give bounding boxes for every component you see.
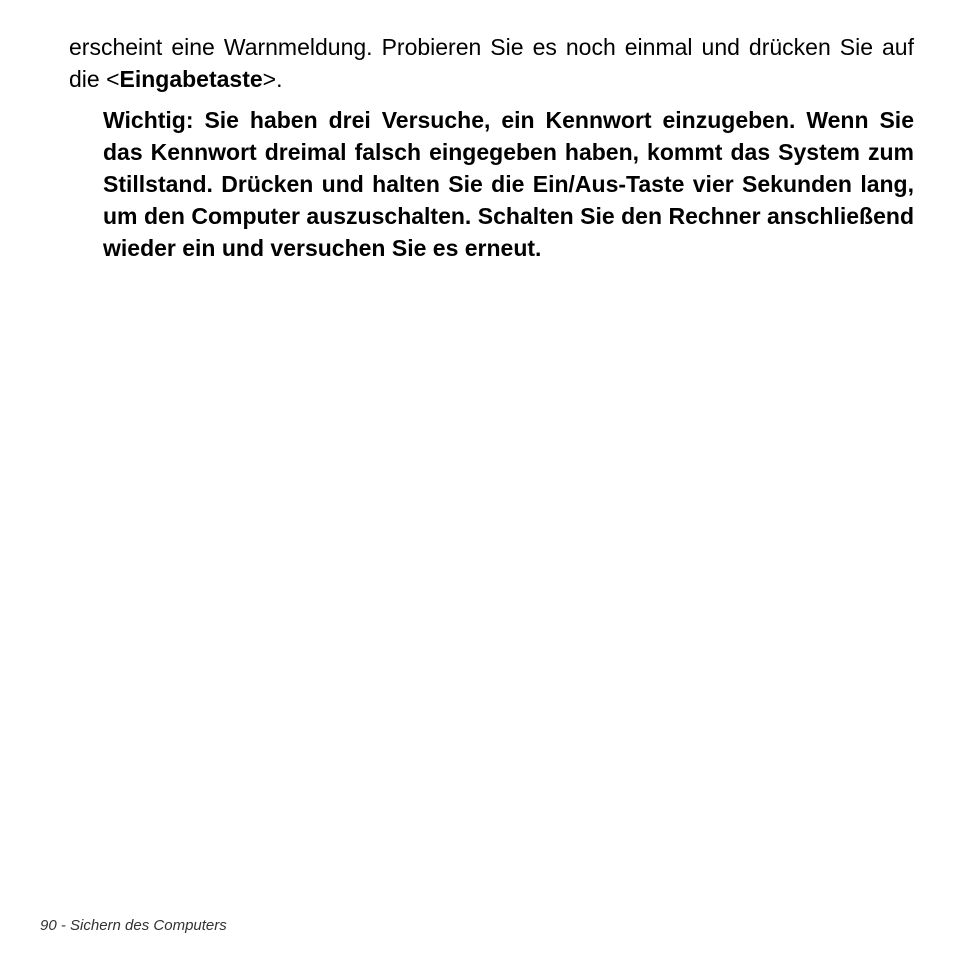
- page-footer: 90 - Sichern des Computers: [40, 917, 227, 934]
- body-paragraph: [69, 31, 914, 95]
- paragraph-text-after: >.: [262, 66, 283, 92]
- key-name: Eingabetaste: [119, 66, 263, 92]
- important-note: Wichtig: Sie haben drei Versuche, ein Kennwort einzugeben. Wenn Sie das Kennwort dreimal falsch eingegeben haben, kommt das System zum Stillstand. Drücken und halten Sie die Ein/Aus-Taste vier Sekunden lang, um den Computer auszuschalten. Schalten Sie den Rechner anschließend wieder ein und versuchen Sie es erneut.: [103, 107, 914, 261]
- paragraph-text-before: erscheint eine Warnmeldung. Probieren Sie es noch einmal und drücken Sie auf die <: [69, 34, 914, 92]
